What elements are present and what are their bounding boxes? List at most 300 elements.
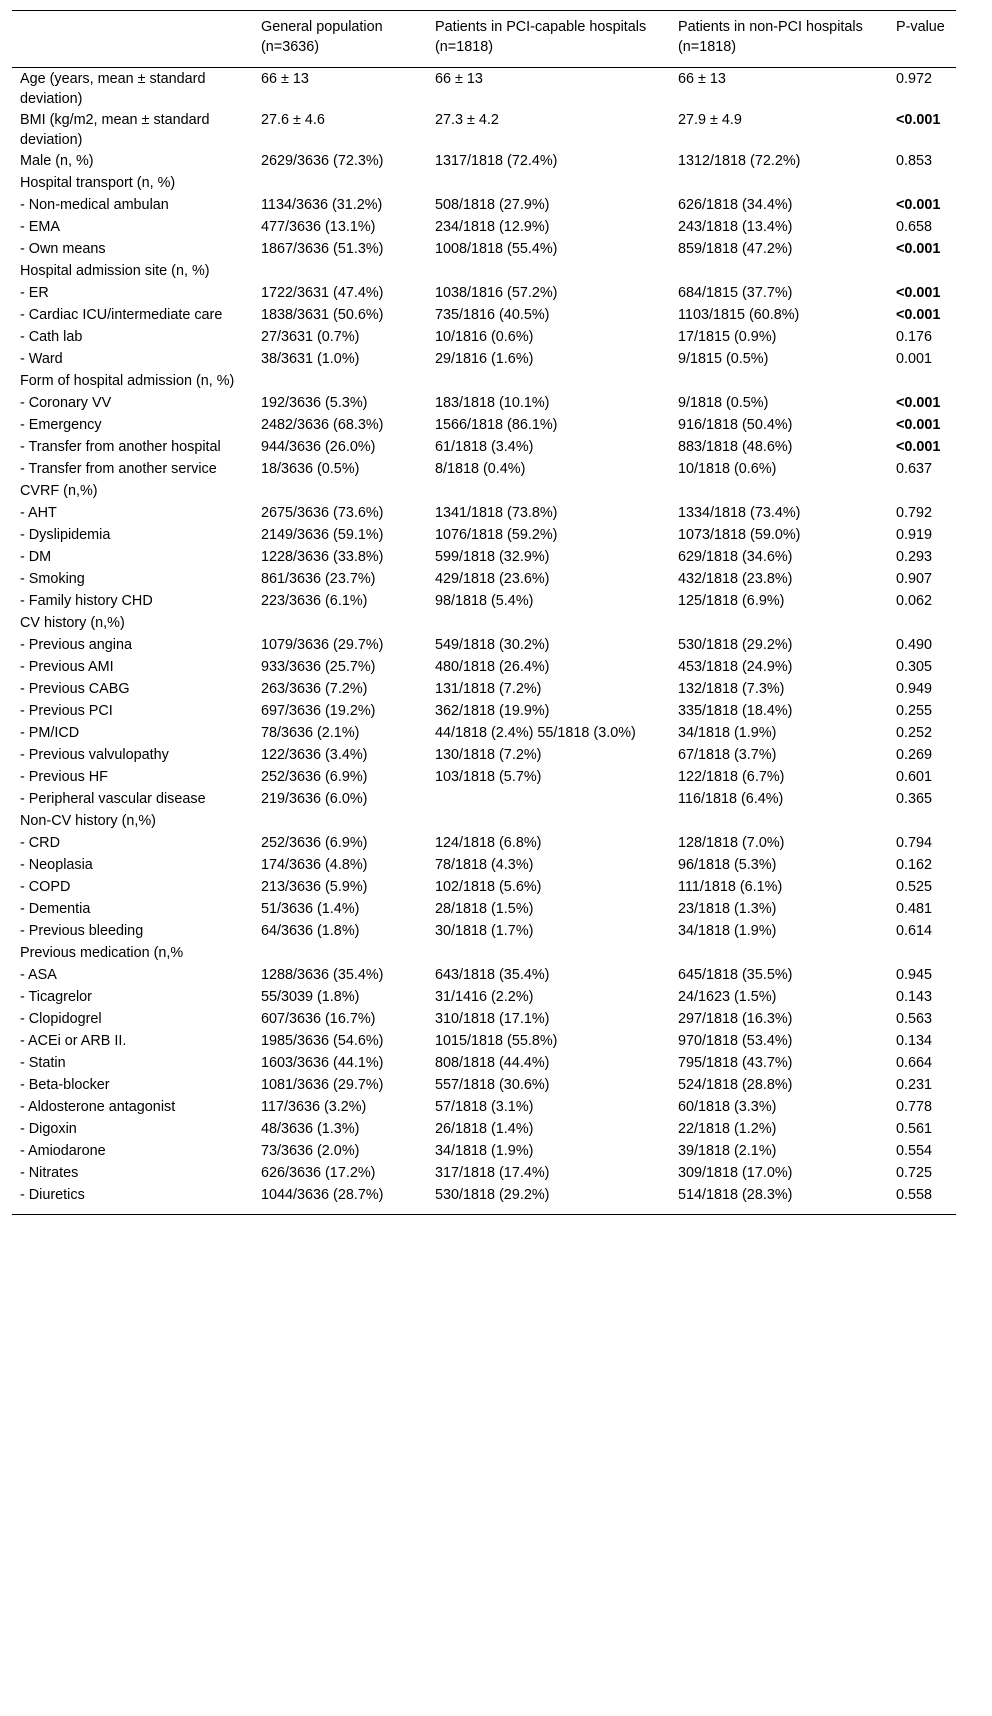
table-row (12, 590, 956, 612)
p-value: 0.919 (896, 527, 933, 543)
row-label: - Ticagrelor (20, 989, 92, 1005)
table-row (12, 832, 956, 854)
row-label: - Transfer from another hospital (20, 439, 221, 455)
table-row (12, 1118, 956, 1140)
p-value: 0.255 (896, 703, 933, 719)
pci-capable-value: 480/1818 (26.4%) (435, 659, 550, 675)
table-row (12, 304, 956, 326)
table-row (12, 414, 956, 436)
p-value: 0.490 (896, 637, 933, 653)
pci-capable-value: 310/1818 (17.1%) (435, 1011, 550, 1027)
table-row (12, 612, 956, 634)
general-population-value: 66 ± 13 (261, 71, 309, 87)
general-population-value: 27.6 ± 4.6 (261, 112, 325, 128)
row-label: - Digoxin (20, 1121, 77, 1137)
general-population-value: 18/3636 (0.5%) (261, 461, 360, 477)
pci-capable-value: 643/1818 (35.4%) (435, 967, 550, 983)
p-value: 0.972 (896, 71, 933, 87)
baseline-characteristics-table (12, 10, 956, 1215)
general-population-value: 2482/3636 (68.3%) (261, 417, 384, 433)
table-row (12, 568, 956, 590)
general-population-value: 933/3636 (25.7%) (261, 659, 376, 675)
pci-capable-value (427, 810, 670, 832)
p-value: 0.293 (896, 549, 933, 565)
general-population-value: 1603/3636 (44.1%) (261, 1055, 384, 1071)
non-pci-value (670, 810, 888, 832)
row-label: - Peripheral vascular disease (20, 791, 206, 807)
non-pci-value: 67/1818 (3.7%) (678, 747, 777, 763)
pci-capable-value: 735/1816 (40.5%) (435, 307, 550, 323)
p-value: 0.949 (896, 681, 933, 697)
row-label: - Amiodarone (20, 1143, 106, 1159)
p-value: 0.252 (896, 725, 933, 741)
general-population-value: 1722/3631 (47.4%) (261, 285, 384, 301)
non-pci-value: 125/1818 (6.9%) (678, 593, 785, 609)
non-pci-value: 883/1818 (48.6%) (678, 439, 793, 455)
general-population-value: 73/3636 (2.0%) (261, 1143, 360, 1159)
general-population-value: 213/3636 (5.9%) (261, 879, 368, 895)
p-value (888, 612, 956, 634)
general-population-value: 223/3636 (6.1%) (261, 593, 368, 609)
row-label: - Statin (20, 1055, 66, 1071)
p-value: 0.725 (896, 1165, 933, 1181)
pci-capable-value: 10/1816 (0.6%) (435, 329, 534, 345)
general-population-value: 626/3636 (17.2%) (261, 1165, 376, 1181)
table-row (12, 656, 956, 678)
pci-capable-value: 44/1818 (2.4%) 55/1818 (3.0%) (435, 725, 636, 741)
p-value: 0.792 (896, 505, 933, 521)
pci-capable-value: 78/1818 (4.3%) (435, 857, 534, 873)
p-value: <0.001 (896, 241, 941, 257)
pci-capable-value (427, 788, 670, 810)
table-row (12, 546, 956, 568)
non-pci-value (670, 942, 888, 964)
pci-capable-value: 31/1416 (2.2%) (435, 989, 534, 1005)
pci-capable-value: 34/1818 (1.9%) (435, 1143, 534, 1159)
p-value: <0.001 (896, 197, 941, 213)
row-label: Hospital transport (n, %) (20, 175, 176, 191)
non-pci-value: 22/1818 (1.2%) (678, 1121, 777, 1137)
row-label: Non-CV history (n,%) (20, 813, 156, 829)
header-row (12, 11, 956, 68)
table-row (12, 392, 956, 414)
general-population-value: 697/3636 (19.2%) (261, 703, 376, 719)
p-value: 0.794 (896, 835, 933, 851)
row-label: - Dementia (20, 901, 91, 917)
pci-capable-value (427, 260, 670, 282)
p-value: <0.001 (896, 285, 941, 301)
row-label: - ER (20, 285, 49, 301)
p-value: 0.269 (896, 747, 933, 763)
table-row (12, 920, 956, 942)
pci-capable-value (427, 172, 670, 194)
row-label: Age (years, mean ± standard deviation) (20, 71, 206, 107)
pci-capable-value: 26/1818 (1.4%) (435, 1121, 534, 1137)
non-pci-value: 96/1818 (5.3%) (678, 857, 777, 873)
general-population-value: 944/3636 (26.0%) (261, 439, 376, 455)
pci-capable-value: 29/1816 (1.6%) (435, 351, 534, 367)
table-row (12, 238, 956, 260)
non-pci-value: 297/1818 (16.3%) (678, 1011, 793, 1027)
table-row (12, 172, 956, 194)
pci-capable-value: 98/1818 (5.4%) (435, 593, 534, 609)
pci-capable-value: 599/1818 (32.9%) (435, 549, 550, 565)
row-label: BMI (kg/m2, mean ± standard deviation) (20, 112, 210, 148)
non-pci-value: 9/1815 (0.5%) (678, 351, 769, 367)
p-value (888, 942, 956, 964)
p-value: <0.001 (896, 112, 941, 128)
non-pci-value: 530/1818 (29.2%) (678, 637, 793, 653)
row-label: - Previous valvulopathy (20, 747, 169, 763)
general-population-value: 263/3636 (7.2%) (261, 681, 368, 697)
pci-capable-value: 103/1818 (5.7%) (435, 769, 542, 785)
non-pci-value: 859/1818 (47.2%) (678, 241, 793, 257)
pci-capable-value: 1008/1818 (55.4%) (435, 241, 558, 257)
table-row (12, 1184, 956, 1215)
table-row (12, 348, 956, 370)
pci-capable-value: 1317/1818 (72.4%) (435, 153, 558, 169)
row-label: Hospital admission site (n, %) (20, 263, 210, 279)
pci-capable-value: 508/1818 (27.9%) (435, 197, 550, 213)
row-label: CVRF (n,%) (20, 483, 98, 499)
row-label: Male (n, %) (20, 153, 94, 169)
row-label: - Own means (20, 241, 106, 257)
pci-capable-value: 57/1818 (3.1%) (435, 1099, 534, 1115)
p-value: 0.162 (896, 857, 933, 873)
table-row (12, 1052, 956, 1074)
non-pci-value: 10/1818 (0.6%) (678, 461, 777, 477)
table-row (12, 854, 956, 876)
general-population-value: 174/3636 (4.8%) (261, 857, 368, 873)
p-value: 0.001 (896, 351, 933, 367)
p-value: 0.601 (896, 769, 933, 785)
row-label: - Clopidogrel (20, 1011, 102, 1027)
non-pci-value (670, 260, 888, 282)
non-pci-value: 39/1818 (2.1%) (678, 1143, 777, 1159)
non-pci-value (670, 612, 888, 634)
pci-capable-value: 557/1818 (30.6%) (435, 1077, 550, 1093)
p-value: 0.637 (896, 461, 933, 477)
table-row (12, 370, 956, 392)
non-pci-value: 309/1818 (17.0%) (678, 1165, 793, 1181)
pci-capable-value (427, 942, 670, 964)
p-value (888, 810, 956, 832)
p-value: 0.614 (896, 923, 933, 939)
row-label: - Cath lab (20, 329, 83, 345)
row-label: - Previous CABG (20, 681, 130, 697)
non-pci-value: 453/1818 (24.9%) (678, 659, 793, 675)
general-population-value: 861/3636 (23.7%) (261, 571, 376, 587)
row-label: - Previous PCI (20, 703, 113, 719)
pci-capable-value: 1341/1818 (73.8%) (435, 505, 558, 521)
general-population-value: 117/3636 (3.2%) (261, 1099, 367, 1115)
p-value: 0.778 (896, 1099, 933, 1115)
table-row (12, 524, 956, 546)
non-pci-value: 122/1818 (6.7%) (678, 769, 785, 785)
non-pci-value: 645/1818 (35.5%) (678, 967, 793, 983)
pci-capable-value: 124/1818 (6.8%) (435, 835, 542, 851)
non-pci-value: 795/1818 (43.7%) (678, 1055, 793, 1071)
general-population-value: 1134/3636 (31.2%) (261, 197, 383, 213)
non-pci-value: 60/1818 (3.3%) (678, 1099, 777, 1115)
table-header (12, 11, 956, 68)
row-label: - Previous AMI (20, 659, 114, 675)
non-pci-value: 116/1818 (6.4%) (678, 791, 784, 807)
general-population-value: 2149/3636 (59.1%) (261, 527, 384, 543)
general-population-value: 1288/3636 (35.4%) (261, 967, 384, 983)
general-population-value: 1044/3636 (28.7%) (261, 1187, 384, 1203)
general-population-value: 27/3631 (0.7%) (261, 329, 360, 345)
p-value (888, 480, 956, 502)
pci-capable-value: 102/1818 (5.6%) (435, 879, 542, 895)
general-population-value: 1867/3636 (51.3%) (261, 241, 384, 257)
row-label: - COPD (20, 879, 71, 895)
pci-capable-value: 27.3 ± 4.2 (435, 112, 499, 128)
table-row (12, 898, 956, 920)
row-label: - Beta-blocker (20, 1077, 110, 1093)
pci-capable-value: 28/1818 (1.5%) (435, 901, 534, 917)
table-row (12, 788, 956, 810)
pci-capable-value: 1038/1816 (57.2%) (435, 285, 558, 301)
non-pci-value (670, 370, 888, 392)
p-value: 0.563 (896, 1011, 933, 1027)
row-label: - Emergency (20, 417, 102, 433)
row-label: - Previous HF (20, 769, 108, 785)
table-row (12, 150, 956, 172)
non-pci-value: 23/1818 (1.3%) (678, 901, 777, 917)
general-population-value: 64/3636 (1.8%) (261, 923, 360, 939)
row-label: - Coronary VV (20, 395, 112, 411)
general-population-value (253, 260, 427, 282)
table-row (12, 1074, 956, 1096)
table-row (12, 1140, 956, 1162)
p-value: 0.365 (896, 791, 933, 807)
general-population-value: 1079/3636 (29.7%) (261, 637, 384, 653)
general-population-value: 477/3636 (13.1%) (261, 219, 376, 235)
general-population-value: 48/3636 (1.3%) (261, 1121, 360, 1137)
row-label: - Family history CHD (20, 593, 153, 609)
non-pci-value: 335/1818 (18.4%) (678, 703, 793, 719)
p-value: 0.176 (896, 329, 933, 345)
row-label: - Diuretics (20, 1187, 85, 1203)
table-row (12, 502, 956, 524)
table-row (12, 216, 956, 238)
p-value: 0.853 (896, 153, 933, 169)
row-label: - CRD (20, 835, 60, 851)
row-label: - PM/ICD (20, 725, 80, 741)
non-pci-value: 629/1818 (34.6%) (678, 549, 793, 565)
pci-capable-value: 130/1818 (7.2%) (435, 747, 542, 763)
p-value: <0.001 (896, 395, 941, 411)
general-population-value: 1081/3636 (29.7%) (261, 1077, 384, 1093)
row-label: - Cardiac ICU/intermediate care (20, 307, 223, 323)
row-label: - DM (20, 549, 52, 565)
pci-capable-value: 1015/1818 (55.8%) (435, 1033, 558, 1049)
table-row (12, 876, 956, 898)
general-population-value: 1985/3636 (54.6%) (261, 1033, 384, 1049)
general-population-value (253, 810, 427, 832)
general-population-value: 2629/3636 (72.3%) (261, 153, 384, 169)
general-population-value: 1228/3636 (33.8%) (261, 549, 384, 565)
pci-capable-value: 183/1818 (10.1%) (435, 395, 550, 411)
general-population-value: 252/3636 (6.9%) (261, 835, 368, 851)
table-row (12, 986, 956, 1008)
non-pci-value: 970/1818 (53.4%) (678, 1033, 793, 1049)
table-body (12, 68, 956, 1215)
pci-capable-value: 8/1818 (0.4%) (435, 461, 526, 477)
table-row (12, 194, 956, 216)
header-non-pci: Patients in non-PCI hospitals (n=1818) (678, 19, 863, 55)
row-label: - Ward (20, 351, 63, 367)
pci-capable-value (427, 370, 670, 392)
non-pci-value: 128/1818 (7.0%) (678, 835, 785, 851)
row-label: CV history (n,%) (20, 615, 125, 631)
general-population-value (253, 172, 427, 194)
general-population-value: 1838/3631 (50.6%) (261, 307, 384, 323)
general-population-value: 122/3636 (3.4%) (261, 747, 368, 763)
pci-capable-value (427, 612, 670, 634)
row-label: - EMA (20, 219, 60, 235)
table-row (12, 964, 956, 986)
table-row (12, 1096, 956, 1118)
row-label: Previous medication (n,% (20, 945, 184, 961)
header-label-column (12, 11, 253, 68)
p-value: 0.143 (896, 989, 933, 1005)
pci-capable-value: 30/1818 (1.7%) (435, 923, 534, 939)
table-row (12, 700, 956, 722)
table-row (12, 942, 956, 964)
pci-capable-value (427, 480, 670, 502)
p-value: 0.558 (896, 1187, 933, 1203)
header-general-population: General population (n=3636) (261, 19, 383, 55)
general-population-value: 192/3636 (5.3%) (261, 395, 368, 411)
p-value: 0.134 (896, 1033, 933, 1049)
non-pci-value: 17/1815 (0.9%) (678, 329, 777, 345)
pci-capable-value: 131/1818 (7.2%) (435, 681, 542, 697)
row-label: - Previous bleeding (20, 923, 144, 939)
general-population-value: 55/3039 (1.8%) (261, 989, 360, 1005)
general-population-value: 78/3636 (2.1%) (261, 725, 360, 741)
table-row (12, 722, 956, 744)
non-pci-value: 24/1623 (1.5%) (678, 989, 777, 1005)
p-value: 0.664 (896, 1055, 933, 1071)
p-value (888, 172, 956, 194)
general-population-value (253, 370, 427, 392)
table-row (12, 326, 956, 348)
non-pci-value: 66 ± 13 (678, 71, 726, 87)
non-pci-value: 514/1818 (28.3%) (678, 1187, 793, 1203)
general-population-value (253, 480, 427, 502)
table-row (12, 1030, 956, 1052)
non-pci-value: 916/1818 (50.4%) (678, 417, 793, 433)
row-label: - Nitrates (20, 1165, 79, 1181)
p-value: 0.554 (896, 1143, 933, 1159)
p-value: 0.945 (896, 967, 933, 983)
row-label: - Non-medical ambulan (20, 197, 169, 213)
table-row (12, 810, 956, 832)
non-pci-value: 243/1818 (13.4%) (678, 219, 793, 235)
non-pci-value (670, 480, 888, 502)
non-pci-value: 1312/1818 (72.2%) (678, 153, 801, 169)
pci-capable-value: 429/1818 (23.6%) (435, 571, 550, 587)
non-pci-value: 1334/1818 (73.4%) (678, 505, 801, 521)
p-value: 0.658 (896, 219, 933, 235)
pci-capable-value: 1076/1818 (59.2%) (435, 527, 558, 543)
pci-capable-value: 530/1818 (29.2%) (435, 1187, 550, 1203)
p-value (888, 260, 956, 282)
non-pci-value: 432/1818 (23.8%) (678, 571, 793, 587)
table-row (12, 634, 956, 656)
pci-capable-value: 1566/1818 (86.1%) (435, 417, 558, 433)
non-pci-value: 132/1818 (7.3%) (678, 681, 785, 697)
non-pci-value: 626/1818 (34.4%) (678, 197, 793, 213)
table-row (12, 678, 956, 700)
non-pci-value: 1073/1818 (59.0%) (678, 527, 801, 543)
row-label: - Neoplasia (20, 857, 93, 873)
general-population-value (253, 942, 427, 964)
header-p-value: P-value (896, 19, 945, 35)
general-population-value (253, 612, 427, 634)
pci-capable-value: 362/1818 (19.9%) (435, 703, 550, 719)
general-population-value: 51/3636 (1.4%) (261, 901, 360, 917)
general-population-value: 38/3631 (1.0%) (261, 351, 360, 367)
table-row (12, 458, 956, 480)
p-value: 0.305 (896, 659, 933, 675)
table-row (12, 436, 956, 458)
table-row (12, 68, 956, 110)
row-label: - Aldosterone antagonist (20, 1099, 176, 1115)
p-value: <0.001 (896, 439, 941, 455)
non-pci-value: 34/1818 (1.9%) (678, 923, 777, 939)
table-row (12, 1162, 956, 1184)
p-value: 0.907 (896, 571, 933, 587)
p-value: <0.001 (896, 307, 941, 323)
general-population-value: 219/3636 (6.0%) (261, 791, 368, 807)
non-pci-value: 9/1818 (0.5%) (678, 395, 769, 411)
pci-capable-value: 61/1818 (3.4%) (435, 439, 534, 455)
row-label: - ACEi or ARB II. (20, 1033, 127, 1049)
non-pci-value: 684/1815 (37.7%) (678, 285, 793, 301)
table-row (12, 1008, 956, 1030)
pci-capable-value: 808/1818 (44.4%) (435, 1055, 550, 1071)
p-value: 0.481 (896, 901, 933, 917)
p-value (888, 370, 956, 392)
row-label: - ASA (20, 967, 57, 983)
non-pci-value: 1103/1815 (60.8%) (678, 307, 800, 323)
p-value: <0.001 (896, 417, 941, 433)
non-pci-value: 34/1818 (1.9%) (678, 725, 777, 741)
row-label: - AHT (20, 505, 57, 521)
row-label: - Transfer from another service (20, 461, 217, 477)
pci-capable-value: 234/1818 (12.9%) (435, 219, 550, 235)
pci-capable-value: 317/1818 (17.4%) (435, 1165, 550, 1181)
header-pci-capable: Patients in PCI-capable hospitals (n=1818) (435, 19, 647, 55)
table-row (12, 260, 956, 282)
row-label: Form of hospital admission (n, %) (20, 373, 235, 389)
pci-capable-value: 549/1818 (30.2%) (435, 637, 550, 653)
table-row (12, 766, 956, 788)
table-row (12, 744, 956, 766)
table-row (12, 109, 956, 150)
non-pci-value: 111/1818 (6.1%) (678, 879, 783, 895)
table-row (12, 480, 956, 502)
p-value: 0.062 (896, 593, 933, 609)
p-value: 0.525 (896, 879, 933, 895)
non-pci-value (670, 172, 888, 194)
general-population-value: 607/3636 (16.7%) (261, 1011, 376, 1027)
general-population-value: 252/3636 (6.9%) (261, 769, 368, 785)
non-pci-value: 27.9 ± 4.9 (678, 112, 742, 128)
